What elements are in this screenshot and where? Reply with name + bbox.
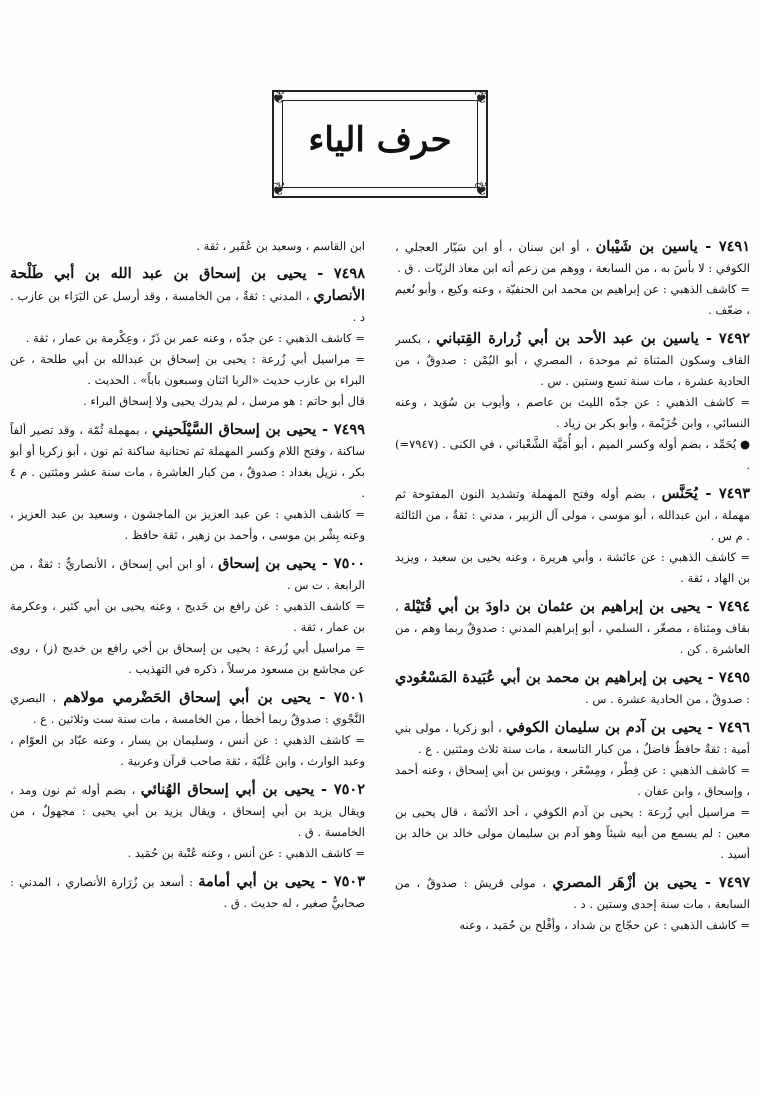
- entry-heading: ٧٤٩١ - ياسين بن شَيْبان: [595, 238, 750, 255]
- entry-heading: ٧٥٠٢ - يحيى بن أبي إسحاق الهُنائي: [140, 781, 365, 798]
- entry-paragraph: [10, 687, 365, 730]
- entry-note: قال أبو حاتم : هو مرسل ، لم يدرك يحيى ولا إسحاق البراء .: [83, 394, 365, 408]
- entry-text: ، مولى قريش : صدوقٌ ، من السابعة ، مات سنة إحدى وستين . د .: [395, 876, 750, 911]
- entry-paragraph: [395, 667, 750, 710]
- biography-entry: [10, 779, 365, 864]
- entry-paragraph: [395, 596, 750, 660]
- entry-note: = كاشف الذهبي : عن رافع بن خَديج ، وعنه يحيى بن أبي كثير ، وعكرمة بن عمار ، ثقة .: [10, 599, 365, 634]
- entry-paragraph: [395, 328, 750, 392]
- entry-text: : أسعد بن زُرَارة الأنصاري ، المدني : صحابيٌّ صغير ، له حديث . ق .: [10, 875, 365, 910]
- entry-text: : صدوقٌ ، من الحادية عشرة . س .: [585, 692, 750, 706]
- entry-note: = كاشف الذهبي : عن عبد العزيز بن الماجشون ، وسعيد بن عبد العزيز ، وعنه بِشْر بن موسى ، وأحمد بن زهير ، ثقة حافظ .: [10, 507, 365, 542]
- entry-note: = كاشف الذهبي : عن إبراهيم بن محمد ابن الحنفيّة ، وعنه وكيع ، وأبو نُعيم ، ضعّف .: [395, 282, 750, 317]
- entry-text: ، أو ابن أبي إسحاق ، الأنصاريُّ : ثقةٌ ، من الرابعة . ت س .: [10, 557, 365, 592]
- entry-paragraph: [395, 483, 750, 547]
- entry-note: = كاشف الذهبي : عن أنس ، وسليمان بن يسار ، وعنه عبّاد بن العوّام ، وعبد الوارث ، وابن عُلَيّة ، ثقة صاحب قرآن وعربية .: [10, 733, 365, 768]
- entry-paragraph: [10, 779, 365, 843]
- biography-entry: [395, 872, 750, 936]
- biography-entry: [395, 667, 750, 710]
- entry-heading: ٧٤٩٦ - يحيى بن آدم بن سليمان الكوفي: [505, 719, 750, 736]
- corner-ornament-icon: ❦: [271, 87, 287, 108]
- continuation-text: ابن القاسم ، وسعيد بن عُفَير ، ثقة .: [196, 239, 365, 253]
- entry-heading: ٧٥٠٣ - يحيى بن أبي أمامة: [198, 873, 365, 890]
- corner-ornament-icon: ❦: [271, 179, 287, 200]
- left-column: [10, 236, 365, 1086]
- entry-text: ، المدني : ثقةٌ ، من الخامسة ، وقد أرسل عن البَرَاء بن عازب . د .: [10, 289, 365, 324]
- biography-entry: [395, 483, 750, 589]
- biography-entry: [395, 328, 750, 476]
- entry-note: = كاشف الذهبي : عن أنس ، وعنه عُتْبة بن حُمَيد .: [127, 846, 365, 860]
- entry-heading: ٧٤٩٨ - يحيى بن إسحاق بن عبد الله بن أبي طَلْحة الأنصاري: [10, 265, 365, 304]
- entry-note: = كاشف الذهبي : عن حجّاج بن شداد ، وأفْلح بن حُمَيد ، وعنه: [459, 918, 750, 932]
- entry-paragraph: [10, 263, 365, 328]
- entry-text: ، بضم أوله ثم نون ومد ، ويقال يزيد بن أبي إسحاق ، ويقال يزيد بن أبي يحيى : مجهولٌ ، من الخامسة . ق .: [10, 783, 365, 839]
- entry-text: ، بقاف ومثناة ، مصغّر ، السلمي ، أبو إبراهيم المدني : صدوقٌ ربما وهم ، من العاشرة . كن .: [395, 600, 750, 656]
- entry-note: = مراسيل أبي زُرعة : يحيى بن إسحاق بن عبدالله بن أبي طلحة ، عن البراء بن عازب حديث «الربا اثنان وسبعون باباً» . الحديث .: [10, 352, 365, 387]
- right-column: [395, 236, 750, 1086]
- entry-note: ● يُحَمِّد ، بضم أوله وكسر الميم ، أبو أُمَيَّة الشَّعْباني ، في الكنى . (٧٩٤٧=) .: [395, 437, 750, 472]
- entry-paragraph: [395, 236, 750, 279]
- biography-entry: [395, 596, 750, 660]
- biography-entry: [10, 263, 365, 412]
- entry-note: = كاشف الذهبي : عن فِطْر ، ومِسْعَر ، ويونس بن أبي إسحاق ، وعنه أحمد ، وإسحاق ، وابن عفان .: [395, 763, 750, 798]
- chapter-title-frame: [271, 87, 489, 200]
- entry-heading: ٧٤٩٩ - يحيى بن إسحاق السَّيْلَحيني: [152, 421, 365, 438]
- entry-note: = كاشف الذهبي : عن عائشة ، وأبي هريرة ، وعنه يحيى بن سعيد ، ويزيد بن الهاد ، ثقة .: [395, 550, 750, 585]
- entry-heading: ٧٤٩٢ - ياسين بن عبد الأحد بن أبي زُرارة القِتباني: [436, 330, 750, 347]
- biography-entry: [395, 236, 750, 321]
- biography-entry: [10, 553, 365, 680]
- entry-heading: ٧٤٩٤ - يحيى بن إبراهيم بن عثمان بن داودَ بن أبي قُتَيْلة: [403, 598, 750, 615]
- biography-entry: [395, 717, 750, 865]
- corner-ornament-icon: ❦: [473, 179, 489, 200]
- biography-entry: [10, 871, 365, 914]
- entry-heading: ٧٥٠١ - يحيى بن أبي إسحاق الحَضْرمي مولاهم: [63, 689, 365, 706]
- entry-heading: ٧٥٠٠ - يحيى بن إسحاق: [218, 555, 365, 572]
- entry-text: ، أو ابن سنان ، أو ابن سَيّار العجلي ، الكوفي : لا بأسَ به ، من السابعة ، ووهم من زعم أنه ابن معاذ الزيّات . ق .: [395, 240, 750, 275]
- entry-paragraph: [10, 553, 365, 596]
- entry-heading: ٧٤٩٧ - يحيى بن أزْهَر المصري: [552, 874, 750, 891]
- entry-note: = مراسيل أبي زُرعة : يحيى بن إسحاق بن أخي رافع بن خديج (ز) ، روى عن مجاشع بن مسعود مرسلاً ، ذكره في التهذيب .: [10, 641, 365, 676]
- entry-text: ، البصري النَّحْوي : صدوقٌ ربما أخطأ ، من الخامسة ، مات سنة ست وثلاثين . ع .: [10, 691, 365, 726]
- entry-note: = كاشف الذهبي : عن جدّه الليث بن عاصم ، وأيوب بن سُوَيد ، وعنه النسائي ، وابن خُزَيْمة ، وأبو بكر بن زياد .: [395, 395, 750, 430]
- entry-heading: ٧٤٩٣ - يُحَنَّس: [661, 485, 750, 502]
- entry-text: ، بمهملة ثُمّة ، وقد تصير ألفاً ساكنة ، وفتح اللام وكسر المهملة ثم تحتانية ساكنة ثم نون ، أبو زكريا أو أبو بكر ، نزيل بغداد : صدوقٌ ، من كبار العاشرة ، مات سنة عشر ومئتين . م ٤ .: [10, 423, 365, 500]
- entry-paragraph: [395, 717, 750, 760]
- entry-note: = كاشف الذهبي : عن جدّه ، وعنه عمر بن ذَرّ ، وعِكْرمة بن عمار ، ثقة .: [25, 331, 365, 345]
- entry-paragraph: [10, 419, 365, 504]
- chapter-title: حرف الياء: [308, 120, 452, 160]
- entry-text: ، بضم أوله وفتح المهملة وتشديد النون المفتوحة ثم مهملة ، ابن عبدالله ، أبو موسى ، مولى آل الزبير ، مدني : ثقةٌ ، من الثالثة . م س .: [395, 487, 750, 543]
- entry-note: = مراسيل أبي زُرعة : يحيى بن آدم الكوفي ، أحد الأئمة ، قال يحيى بن معين : لم يسمع من أبيه شيئاً وهو آدم بن سليمان مولى خالد بن خالد بن أسيد .: [395, 805, 750, 861]
- entry-text: ، بكسر القاف وسكون المثناة ثم موحدة ، المصري ، أبو اليُمْن : صدوقٌ ، من الحادية عشرة ، مات سنة تسع وستين . س .: [395, 332, 750, 388]
- corner-ornament-icon: ❦: [473, 87, 489, 108]
- biography-entry: [10, 687, 365, 772]
- entry-heading: ٧٤٩٥ - يحيى بن إبراهيم بن محمد بن أبي عُبَيدة المَسْعُودي: [395, 669, 750, 686]
- entry-paragraph: [10, 871, 365, 914]
- biography-entry: [10, 419, 365, 546]
- entry-text: ، أبو زكريا ، مولى بني أمية : ثقةٌ حافظٌ فاضلٌ ، من كبار التاسعة ، مات سنة ثلاث ومئتين . ع .: [395, 721, 750, 756]
- entry-paragraph: [395, 872, 750, 915]
